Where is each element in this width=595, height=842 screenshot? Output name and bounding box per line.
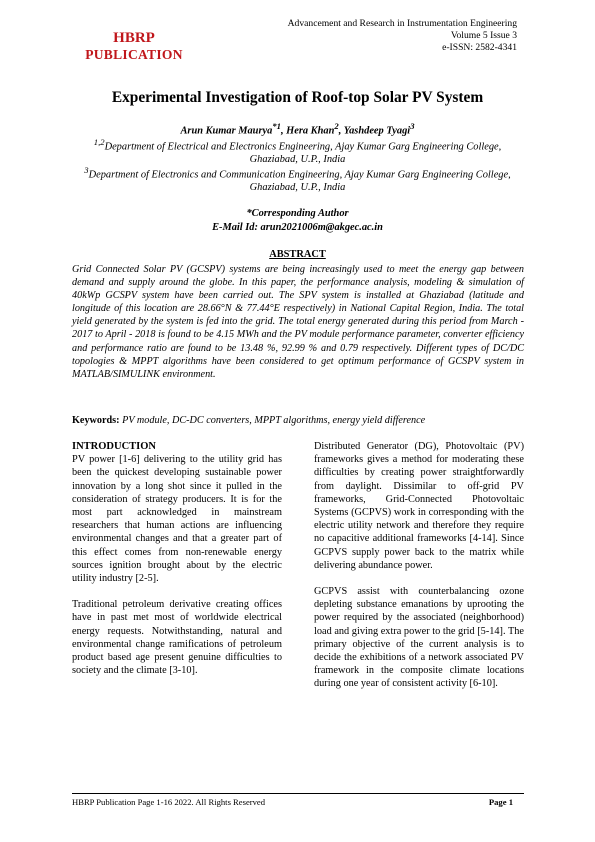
paragraph: Traditional petroleum derivative creating offices have in past met most of worldwide electrical energy requests. Notwithstanding, natural and environmental change ramifications of petroleum product based age present genuine difficulties to society and the climate [3-10]. bbox=[72, 599, 282, 677]
paper-title: Experimental Investigation of Roof-top Solar PV System bbox=[111, 89, 484, 106]
paragraph: PV power [1-6] delivering to the utility grid has been the quickest developing sustainable power innovation by a long shot since it pulled in the consideration of strategy producers. It is for the most part acknowledged in mainstream researchers that human actions are influencing environmental changes and that a greater part of this effect comes from non-renewable energy sources ignition brought about by the electric utility industry [2-5]. bbox=[72, 454, 282, 585]
paragraph: GCPVS assist with counterbalancing ozone depleting substance emanations by uprooting the power required by the associated (neighborhood) load and giving extra power to the grid [5-14]. The primary objective of the current analysis is to decide the exhibitions of a network associated PV framework in the composite climate locations during one year of consistent activity [6-10]. bbox=[314, 586, 524, 690]
logo-line-1: HBRP bbox=[113, 30, 155, 46]
author-separator: , bbox=[338, 125, 344, 137]
paragraph: Distributed Generator (DG), Photovoltaic (PV) frameworks gives a method for moderating these difficulties by creating power straightforwardly from daylight. Dissimilar to off-grid PV frameworks, Grid-Connected Photovoltaic Systems (GCPVS) work in corresponding with the electric utility network and therefore they require no capacitive additional frameworks [4-14]. Since GCPVS supply power back to the matrix while delivering abundance power. bbox=[314, 441, 524, 571]
journal-volume: Volume 5 Issue 3 bbox=[450, 30, 517, 41]
journal-info bbox=[288, 18, 517, 54]
journal-issn: e-ISSN: 2582-4341 bbox=[442, 42, 517, 53]
footer-divider bbox=[72, 793, 524, 794]
author-superscript: 3 bbox=[410, 121, 415, 131]
author-list bbox=[60, 121, 535, 136]
corresponding-author-label: *Corresponding Author bbox=[246, 208, 349, 219]
abstract-text: Grid Connected Solar PV (GCSPV) systems are being increasingly used to meet the energy gap between demand and supply around the globe. In this paper, the performance analysis, modeling & simulation of 40kWp GCSPV system have been carried out. The SPV system is installed at Ghaziabad (latitude and longitude of this location are 28.66°N & 77.44°E respectively) in National Capital Region, India. The total yield generated by the system is fed into the grid. The total energy generated during this period from March - 2017 to April - 2018 is found to be 4.15 MWh and the PV module performance parameter, converter efficiency and performance ratio are found to be 13.48 %, 92.99 % and 0.79 respectively. Different types of DC/DC topologies & MPPT algorithms have been considered to get optimum performance of GCSPV system in MATLAB/SIMULINK environment. bbox=[72, 264, 524, 380]
left-column bbox=[72, 440, 282, 690]
author-name: Yashdeep Tyagi bbox=[343, 125, 411, 137]
author-superscript: *1 bbox=[272, 121, 281, 131]
affiliation-text: Department of Electronics and Communication Engineering, Ajay Kumar Garg Engineering College, Ghaziabad, U.P., India bbox=[88, 169, 511, 194]
footer-copyright: HBRP Publication Page 1-16 2022. All Rights Reserved bbox=[72, 797, 266, 807]
keywords-text: PV module, DC-DC converters, MPPT algorithms, energy yield difference bbox=[122, 415, 426, 426]
keywords bbox=[72, 415, 532, 426]
right-column bbox=[314, 440, 524, 704]
section-heading-introduction: INTRODUCTION bbox=[72, 441, 157, 452]
author-name: Hera Khan bbox=[286, 125, 335, 137]
keywords-label: Keywords bbox=[72, 415, 117, 426]
author-separator: , bbox=[280, 125, 287, 137]
keywords-colon: : bbox=[116, 415, 123, 426]
corresponding-email[interactable]: E-Mail Id: arun2021006m@akgec.ac.in bbox=[212, 222, 383, 233]
author-name: Arun Kumar Maurya bbox=[180, 125, 273, 137]
publisher-logo bbox=[74, 30, 194, 63]
journal-name: Advancement and Research in Instrumentation Engineering bbox=[287, 18, 517, 29]
author-superscript: 2 bbox=[334, 121, 339, 131]
affiliation-text: Department of Electrical and Electronics Engineering, Ajay Kumar Garg Engineering College, Ghaziabad, U.P., India bbox=[104, 141, 502, 166]
affiliation-superscript: 1,2 bbox=[93, 137, 105, 147]
logo-line-2: PUBLICATION bbox=[85, 47, 183, 62]
affiliation-1 bbox=[70, 136, 525, 166]
affiliation-superscript: 3 bbox=[84, 165, 89, 175]
affiliation-2 bbox=[70, 164, 525, 194]
abstract-heading: ABSTRACT bbox=[269, 249, 326, 260]
footer-page-number: Page 1 bbox=[488, 797, 513, 807]
